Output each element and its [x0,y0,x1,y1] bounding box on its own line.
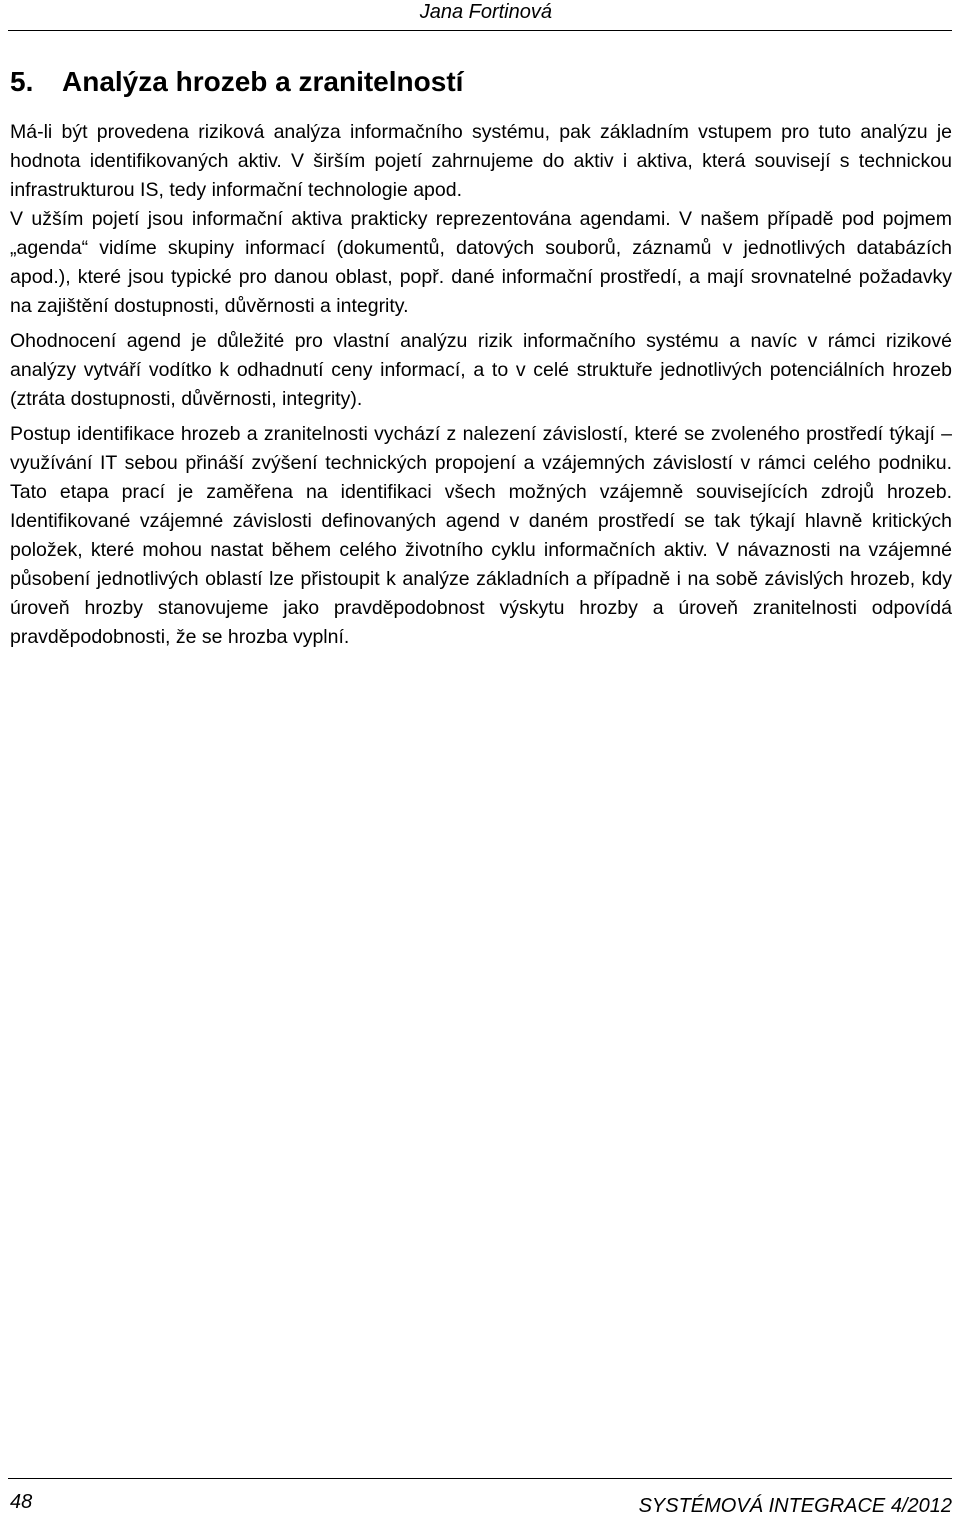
paragraph-agendas: V užším pojetí jsou informační aktiva prakticky reprezentována agendami. V našem případě pod pojmem „agenda“ vidíme skupiny informací (dokumentů, datových souborů, záznamů v jednotlivých databázích apod.), které jsou typické pro danou oblast, popř. dané informační prostředí, a mají srovnatelné požadavky na zajištění dostupnosti, důvěrnosti a integrity. [10,208,952,317]
journal-name: SYSTÉMOVÁ INTEGRACE 4/2012 [638,1495,952,1517]
paragraph-procedure: Postup identifikace hrozeb a zranitelnosti vychází z nalezení závislostí, které se zvoleného prostředí týkají – využívání IT sebou přináší zvýšení technických propojení a vzájemných závislostí v rámci celého podniku. Tato etapa prací je zaměřena na identifikaci všech možných vzájemně souvisejících zdrojů hrozeb. Identifikované vzájemné závislosti definovaných agend v daném prostředí se tak týkají hlavně kritických položek, které mohou nastat během celého životního cyklu informačních aktiv. V návaznosti na vzájemné působení jednotlivých oblastí lze přistoupit k analýze základních a případně i na sobě závislých hrozeb, kdy úroveň hrozby stanovujeme jako pravděpodobnost výskytu hrozby a úroveň zranitelnosti odpovídá pravděpodobnosti, že se hrozba vyplní. [10,423,952,648]
paragraph-assets: Má-li být provedena riziková analýza informačního systému, pak základním vstupem pro tuto analýzu je hodnota identifikovaných aktiv. V širším pojetí zahrnujeme do aktiv i aktiva, která souvisejí s technickou infrastrukturou IS, tedy informační technologie apod. [10,121,952,201]
header-divider [8,30,952,31]
section-number: 5. [10,66,34,97]
section-title-text: Analýza hrozeb a zranitelností [62,66,464,97]
section-title [10,64,463,100]
header-author: Jana Fortinová [419,1,552,23]
article-body [10,118,952,652]
page-number: 48 [10,1491,33,1513]
paragraph-evaluation: Ohodnocení agend je důležité pro vlastní analýzu rizik informačního systému a navíc v rámci rizikové analýzy vytváří vodítko k odhadnutí ceny informací, a to v celé struktuře jednotlivých potenciálních hrozeb (ztráta dostupnosti, důvěrnosti, integrity). [10,330,952,410]
footer-divider [8,1478,952,1479]
